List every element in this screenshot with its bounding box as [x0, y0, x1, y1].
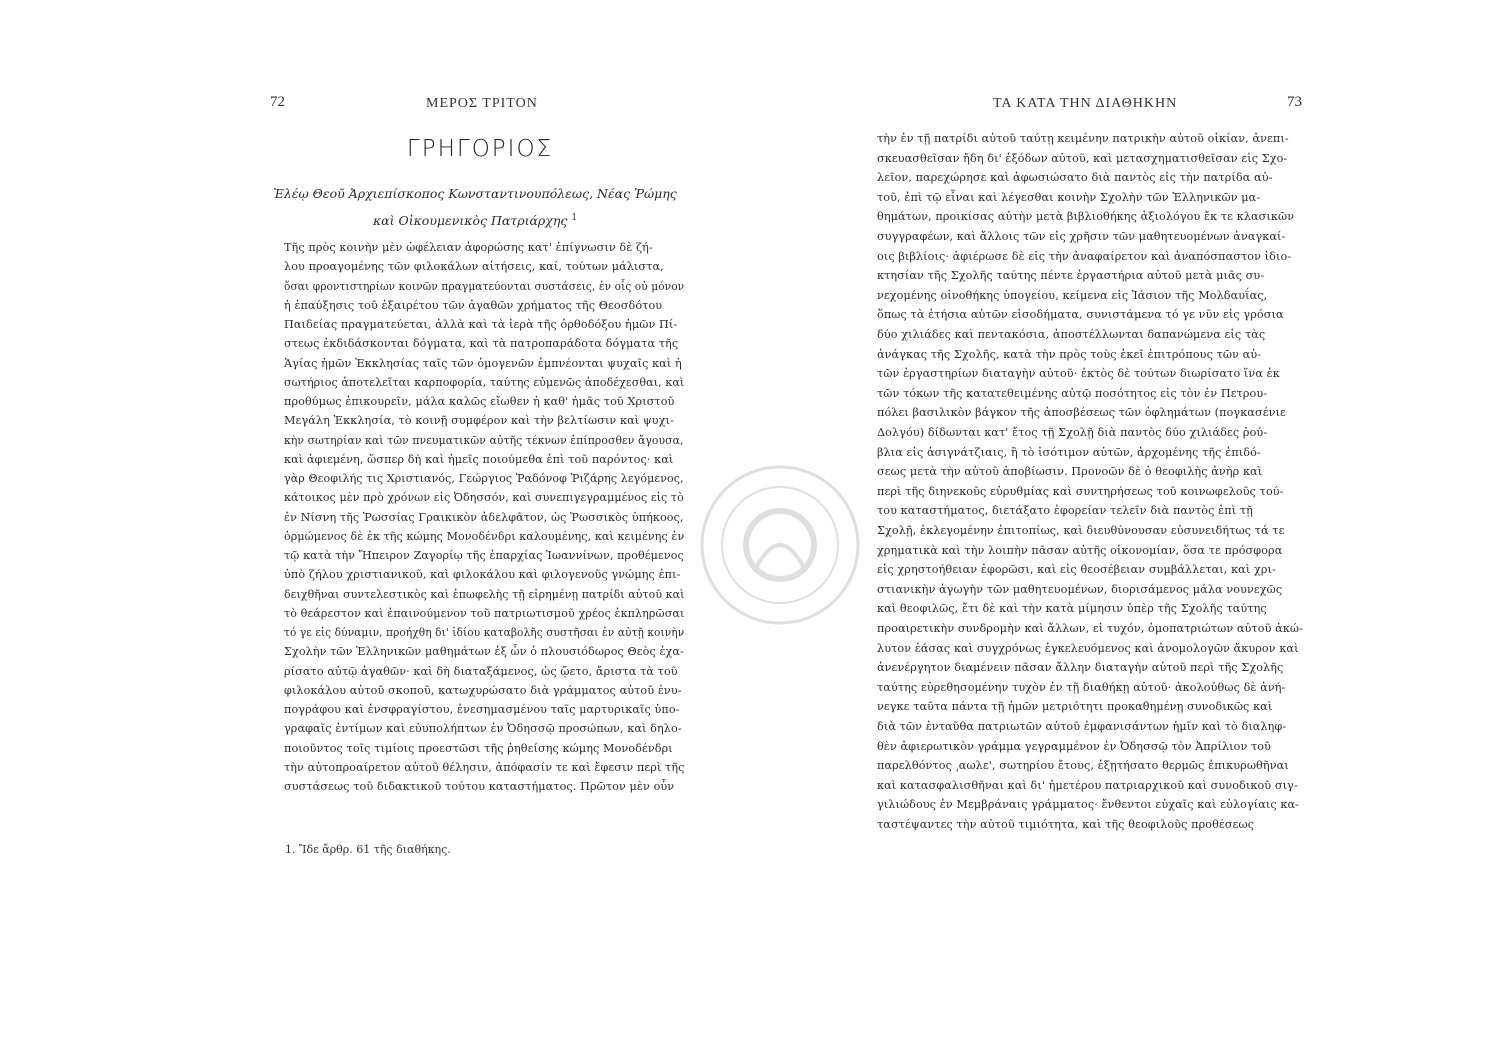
subtitle-line-2 [270, 206, 680, 233]
body-line: νεγκε ταῦτα πάντα τῇ ἡμῶν μετριότητι προκαθημένῃ συνοδικῶς καὶ [877, 700, 1273, 714]
body-line: στεως ἐκδιδάσκονται δόγματα, καὶ τὰ πατροπαράδοτα δόγματα τῆς [284, 337, 679, 351]
running-head-right: ΤΑ ΚΑΤΑ ΤΗΝ ΔΙΑΘΗΚΗΝ [993, 96, 1178, 111]
body-line: καὶ κατασφαλισθῆναι καὶ δι' ἡμετέρου πατριαρχικοῦ καὶ συνοδικοῦ σιγ- [877, 778, 1298, 792]
body-line: πόλει βασιλικὸν βάγκον τῆς ἀποσβέσεως τῶν ὀφλημάτων (πογκασένιε [877, 406, 1286, 420]
body-line: του καταστήματος, διετάξατο ἐφορείαν τελεῖν διὰ παντὸς ἐπὶ τῇ [877, 504, 1253, 518]
body-line: τὴν αὐτοπροαίρετον αὐτοῦ θέλησιν, ἀπόφασίν τε καὶ ἔφεσιν περὶ τῆς [284, 760, 685, 774]
library-stamp-icon [695, 460, 865, 630]
body-line: κὴν σωτηρίαν καὶ τῶν πνευματικῶν αὐτῆς τέκνων ἐπίπροσθεν ἄγουσα, [284, 433, 684, 447]
body-line: ταύτης εὑρεθησομένην τυχὸν ἐν τῇ διαθήκῃ αὐτοῦ· ἀκολούθως δὲ ἀνή- [877, 680, 1286, 694]
body-line: τῷ κατὰ τὴν Ἤπειρον Ζαγορίῳ τῆς ἐπαρχίας Ἰωαννίνων, προθέμενος [284, 549, 684, 562]
body-line: ὁρμώμενος δὲ ἐκ τῆς κώμης Μονοδένδρι καλουμένης, καὶ κειμένης ἐν [284, 529, 685, 543]
body-line: Μεγάλη Ἐκκλησία, τὸ κοινῇ συμφέρον καὶ τὴν βελτίωσιν καὶ ψυχι- [284, 414, 674, 428]
body-line: ρίσατο αὐτῷ ἀγαθῶν· καὶ δὴ διαταξάμενος, ὡς ᾤετο, ἄριστα τὰ τοῦ [284, 664, 678, 678]
body-line: σωτήριος ἀποτελεῖται καρποφορία, ταύτης εὐμενῶς ἀποδέχεσθαι, καὶ [284, 375, 685, 389]
chapter-title: ΓΡΗΓΟΡΙΟΣ [406, 136, 554, 162]
body-line: χρηματικὰ καὶ τὴν λοιπὴν πᾶσαν αὐτῆς οἰκονομίαν, ὅσα τε πρόσφορα [877, 543, 1283, 557]
body-line: θημάτων, προικίσας αὐτὴν μετὰ βιβλιοθήκης ἀξιολόγου ἔκ τε κλασικῶν [877, 210, 1295, 224]
body-line: βλια εἰς ἀσιγνάτζιαις, ἢ τὸ ἰσότιμον αὐτῶν, ἀρχομένης τῆς ἐπιδό- [877, 445, 1261, 459]
body-line: ταστέψαντες τὴν αὐτοῦ τιμιότητα, καὶ τῆς θεοφιλοῦς προθέσεως [877, 818, 1255, 831]
body-line: λου προαγομένης τῶν φιλοκάλων αἰτήσεις, καί, τούτων μάλιστα, [284, 260, 664, 274]
body-line: Ἁγίας ἡμῶν Ἐκκλησίας ταῖς τῶν ὁμογενῶν ἐμπνέονται ψυχαῖς καὶ ἡ [284, 356, 682, 370]
body-line: ἀνάγκας τῆς Σχολῆς, κατὰ τὴν πρὸς τοὺς ἐκεῖ ἐπιτρόπους τῶν αὐ- [877, 347, 1262, 361]
body-line: ἐν Νίσνη τῆς Ῥωσσίας Γραικικὸν ἀδελφᾶτον, ὡς Ῥωσσικὸς ὑπήκοος, [284, 510, 684, 524]
body-line: κάτοικος μὲν πρὸ χρόνων εἰς Ὀδησσόν, καὶ συνεπιγεγραμμένος εἰς τὸ [284, 491, 684, 505]
subtitle-line-1: Ἐλέῳ Θεοῦ Ἀρχιεπίσκοπος Κωνσταντινουπόλεως, Νέας Ῥώμης [273, 186, 677, 201]
body-line: τὸ θεάρεστον καὶ ἐπαινούμενον τοῦ πατριωτισμοῦ χρέος ἐκπληρῶσαι [284, 606, 685, 620]
body-line: ὑπὸ ζήλου χριστιανικοῦ, καὶ φιλοκάλου καὶ φιλογενοῦς γνώμης ἐπι- [284, 568, 681, 582]
body-line: ὅσαι φροντιστηρίων κοινῶν πραγματεύονται συστάσεις, ἐν οἷς οὐ μόνον [284, 279, 685, 293]
body-line: λυτον ἐάσας καὶ συγχρόνως ἐγκελευόμενος καὶ ἀνομολογῶν ἄκυρον καὶ [877, 641, 1299, 655]
body-line: πογράφου καὶ ἐνσφραγίστου, ἐνεσημασμένου ταῖς μαρτυρικαῖς ὑπο- [284, 703, 680, 716]
body-line: δειχθῆναι συντελεστικὸς καὶ ἐπωφελὴς τῇ εἰρημένῃ πατρίδι αὐτοῦ καὶ [284, 587, 685, 601]
body-line: νεχομένης οἰνοθήκης ὑπογείου, κείμενα εἰς Ἰάσιον τῆς Μολδαυΐας, [877, 288, 1268, 302]
running-head-left: ΜΕΡΟΣ ΤΡΙΤΟΝ [426, 96, 538, 111]
subtitle-line-2-text: καὶ Οἰκουμενικὸς Πατριάρχης [372, 213, 568, 229]
body-line: καὶ θεοφιλῶς, ἔτι δὲ καὶ τὴν κατὰ μίμησιν ὑπὲρ τῆς Σχολῆς ταύτης [877, 602, 1267, 616]
body-line: ὅπως τὰ ἐτήσια αὐτῶν εἰσοδήματα, συνιστάμενα τό γε νῦν εἰς γρόσια [877, 308, 1284, 322]
body-line: λεῖον, παρεχώρησε καὶ ἀφωσιώσατο διὰ παντὸς εἰς τὴν πατρίδα αὐ- [877, 171, 1273, 185]
body-line: τῶν ἐργαστηρίων διαταγὴν αὐτοῦ· ἐκτὸς δὲ τούτων διωρίσατο ἵνα ἐκ [877, 367, 1280, 381]
body-line: ποιοῦντος τοῖς τιμίοις προεστῶσι τῆς ῥηθείσης κώμης Μονοδένδρι [284, 741, 673, 755]
body-line: διὰ τῶν ἐνταῦθα πατριωτῶν αὐτοῦ ἐμφανισάντων ἡμῖν καὶ τὸ διαληφ- [877, 720, 1287, 733]
body-line: θὲν ἀφιερωτικὸν γράμμα γεγραμμένον ἐν Ὀδησσῷ τὸν Ἀπρίλιον τοῦ [877, 739, 1272, 753]
body-line: Σχολῇ, ἐκλεγομένην ἐπιτοπίως, καὶ διευθύνουσαν εὐσυνειδήτως τά τε [877, 524, 1285, 537]
body-line: παρελθόντος ͵αωλε', σωτηρίου ἔτους, ἐξῃτήσατο θερμῶς ἐπικυρωθῆναι [877, 759, 1289, 773]
body-line: Παιδείας πραγματεύεται, ἀλλὰ καὶ τὰ ἱερὰ τῆς ὀρθοδόξου ἡμῶν Πί- [284, 318, 678, 331]
body-line: προθύμως ἐπικουρεῖν, μάλα καλῶς εἴωθεν ἡ καθ' ἡμᾶς τοῦ Χριστοῦ [284, 395, 675, 408]
body-line: τὴν ἐν τῇ πατρίδι αὐτοῦ ταύτῃ κειμένην πατρικὴν αὐτοῦ οἰκίαν, ἀνεπι- [877, 132, 1289, 145]
body-line: γιλιώδους ἐν Μεμβράναις γράμματος· ἔνθεντοι εὐχαῖς καὶ εὐλογίαις κα- [877, 798, 1300, 812]
body-line: φιλοκάλου αὐτοῦ σκοποῦ, κατωχυρώσατο διὰ γράμματος αὐτοῦ ἐνυ- [284, 683, 682, 697]
body-line: προαιρετικὴν συνδρομὴν καὶ ἄλλων, εἰ τυχόν, ὁμοπατριώτων αὐτοῦ ἀκώ- [877, 622, 1304, 635]
body-line: γραφαῖς ἐντίμων καὶ εὐυπολήπτων ἐν Ὀδησσῷ προσώπων, καὶ δηλο- [284, 722, 682, 736]
page-number-right: 73 [1287, 94, 1302, 110]
body-line: Σχολὴν τῶν Ἑλληνικῶν μαθημάτων ἐξ ὧν ὁ πλουσιόδωρος Θεὸς ἐχα- [284, 645, 684, 659]
footnote-marker: 1 [571, 213, 578, 223]
body-line: σκευασθεῖσαν ἤδη δι' ἐξόδων αὐτοῦ, καὶ μετασχηματισθεῖσαν εἰς Σχο- [877, 151, 1288, 165]
body-line: δύο χιλιάδες καὶ πεντακόσια, ἀποστέλλωνται δαπανώμενα εἰς τὰς [877, 328, 1266, 341]
body-line: οις βιβλίοις· ἀφιέρωσε δὲ εἰς τὴν ἀναφαίρετον καὶ ἀναπόσπαστον ἰδιο- [877, 249, 1292, 263]
body-line: συστάσεως τοῦ διδακτικοῦ τούτου καταστήματος. Πρῶτον μὲν οὖν [284, 780, 675, 793]
body-line: ἀνενέργητον διαμένειν πᾶσαν ἄλλην διαταγὴν αὐτοῦ περὶ τῆς Σχολῆς [877, 661, 1284, 675]
page-number-left: 72 [270, 94, 285, 110]
body-line: στιανικὴν ἀγωγὴν τῶν μαθητευομένων, διορισάμενος μάλα νουνεχῶς [877, 582, 1283, 596]
body-line: ἡ ἐπαύξησις τοῦ ἐξαιρέτου τῶν ἀγαθῶν χρήματος τῆς Θεοσδότου [284, 298, 663, 312]
body-line: Τῆς πρὸς κοινὴν μὲν ὠφέλειαν ἀφορώσης κατ' ἐπίγνωσιν δὲ ζή- [284, 241, 653, 254]
body-line: γὰρ Θεοφιλής τις Χριστιανός, Γεώργιος Ῥαδόνοφ Ῥιζάρης λεγόμενος, [284, 472, 684, 485]
body-line: τό γε εἰς δύναμιν, προήχθη δι' ἰδίου καταβολῆς συστῆσαι ἐν αὐτῇ κοινὴν [284, 626, 685, 639]
footnote: 1. Ἴδε ἄρθρ. 61 τῆς διαθήκης. [285, 843, 451, 856]
body-line: Δολγόυ) δίδωνται κατ' ἔτος τῇ Σχολῇ διὰ παντὸς δύο χιλιάδες ῥού- [877, 426, 1268, 439]
body-line: σεως μετὰ τὴν αὐτοῦ ἀποβίωσιν. Προνοῶν δὲ ὁ θεοφιλὴς ἀνὴρ καὶ [877, 465, 1263, 479]
body-line: περὶ τῆς διηνεκοῦς εὐρυθμίας καὶ συντηρήσεως τοῦ κοινωφελοῦς τού- [877, 484, 1284, 498]
body-line: συγγραφέων, καὶ ἄλλοις τῶν εἰς χρῆσιν τῶν μαθητευομένων ἀναγκαί- [877, 230, 1286, 243]
body-line: κτησίαν τῆς Σχολῆς ταύτης πέντε ἐργαστήρια αὐτοῦ μετὰ μιᾶς συ- [877, 269, 1265, 283]
body-line: εἰς χρηστοήθειαν ἐφορῶσι, καὶ εἰς θεοσέβειαν συμβάλλεται, καὶ χρι- [877, 563, 1276, 577]
body-line: καὶ ἀφιεμένη, ὥσπερ δὴ καὶ ἡμεῖς ποιούμεθα ἐπὶ τοῦ παρόντος· καὶ [284, 452, 674, 466]
body-line: τοῦ, ἐπὶ τῷ εἶναι καὶ λέγεσθαι κοινὴν Σχολὴν τῶν Ἑλληνικῶν μα- [877, 190, 1261, 204]
body-line: τῶν τόκων τῆς κατατεθειμένης αὐτῷ ποσότητος εἰς τὸν ἐν Πετρου- [877, 386, 1268, 400]
